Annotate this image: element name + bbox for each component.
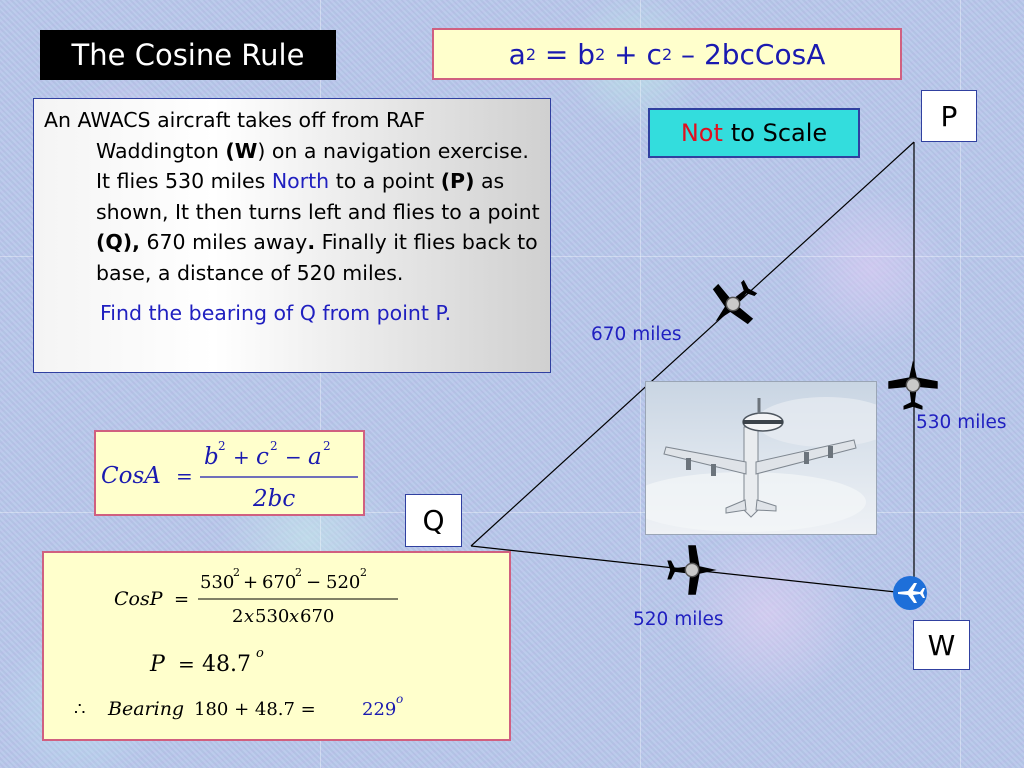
problem-bold-p: (P) xyxy=(440,169,475,193)
problem-text: An AWACS aircraft takes off from RAF Waddington xyxy=(44,108,426,163)
slide-title-text: The Cosine Rule xyxy=(71,38,305,72)
problem-north: North xyxy=(271,169,330,193)
formula-b: b xyxy=(577,37,596,71)
cosa-num-a: a xyxy=(308,444,322,470)
calc-n1: 530 xyxy=(200,572,235,593)
calc-d2: 530 xyxy=(255,606,290,627)
scale-rest: to Scale xyxy=(730,119,828,147)
calc-p-val: 48.7 xyxy=(202,652,251,677)
cosa-formula xyxy=(94,430,365,516)
cosa-sq: 2 xyxy=(218,439,226,453)
calc-x: x xyxy=(244,606,255,627)
calc-p-lhs: P xyxy=(150,652,165,677)
cosa-eq: = xyxy=(176,464,193,488)
problem-text: to a point xyxy=(329,169,441,193)
scale-not: Not xyxy=(680,119,723,147)
calc-therefore: ∴ xyxy=(74,699,86,720)
awacs-photo xyxy=(645,381,877,535)
problem-question: Find the bearing of Q from point P. xyxy=(100,301,452,325)
problem-text: Finally it flies back to base, a distance of 520 miles. xyxy=(96,230,538,285)
problem-text: as shown, It then turns left and flies to a point xyxy=(96,169,540,224)
airplane-icon xyxy=(667,545,716,594)
calc-n3: 520 xyxy=(326,572,361,593)
distance-wq: 520 miles xyxy=(633,609,724,630)
formula-tail: 2bcCosA xyxy=(703,37,826,71)
cosa-plus: + xyxy=(233,445,250,469)
airport-icon xyxy=(893,576,927,610)
distance-pq: 670 miles xyxy=(591,324,682,345)
airplane-icon xyxy=(888,360,937,409)
formula-a: a xyxy=(508,37,526,71)
calc-sq: 2 xyxy=(360,566,367,579)
formula-exp: 2 xyxy=(595,44,606,64)
cosa-den: 2bc xyxy=(253,486,296,512)
calc-eq: = xyxy=(178,652,195,676)
problem-text: ) on a navigation exercise. It flies 530 miles xyxy=(96,138,529,193)
cosa-sq: 2 xyxy=(323,439,331,453)
calc-deg: o xyxy=(256,646,264,661)
point-p-text: P xyxy=(940,99,958,133)
point-q-text: Q xyxy=(422,504,445,537)
calc-d1: 2 xyxy=(232,606,244,627)
calc-b-val: 229 xyxy=(362,699,397,720)
airplane-icon xyxy=(698,269,768,339)
calc-lhs: CosP xyxy=(114,588,163,610)
calc-minus: − xyxy=(306,572,322,593)
calc-plus: + xyxy=(243,572,259,593)
calc-n2: 670 xyxy=(262,572,297,593)
problem-bold-w: (W xyxy=(225,138,258,163)
formula-eq: = xyxy=(544,37,569,71)
distance-wp: 530 miles xyxy=(916,412,1007,433)
formula-exp: 2 xyxy=(525,44,536,64)
formula-exp: 2 xyxy=(661,44,673,64)
calc-x: x xyxy=(289,606,300,627)
problem-bold-q: (Q), xyxy=(96,230,140,254)
calc-eq: = xyxy=(174,589,190,610)
cosa-lhs: CosA xyxy=(101,463,161,489)
point-w-text: W xyxy=(927,628,956,662)
calc-sq: 2 xyxy=(295,566,302,579)
formula-plus: + xyxy=(614,37,638,71)
problem-text: 670 miles away xyxy=(139,230,308,254)
problem-bold-dot: . xyxy=(307,230,316,254)
formula-c: c xyxy=(646,37,662,71)
cosa-minus: − xyxy=(285,445,302,469)
calc-sq: 2 xyxy=(233,566,240,579)
cosa-num-c: c xyxy=(256,444,269,470)
calc-bearing: Bearing xyxy=(108,698,185,720)
cosa-sq: 2 xyxy=(270,439,278,453)
calculation-box xyxy=(42,551,511,741)
calc-d3: 670 xyxy=(300,606,335,627)
calc-b-deg: o xyxy=(396,692,404,706)
calc-b-expr: 180 + 48.7 = xyxy=(194,699,316,720)
calculation-graphic xyxy=(44,553,513,743)
cosa-num-b: b xyxy=(204,444,219,470)
cosa-formula-graphic xyxy=(96,432,367,518)
formula-minus: – xyxy=(681,37,696,71)
